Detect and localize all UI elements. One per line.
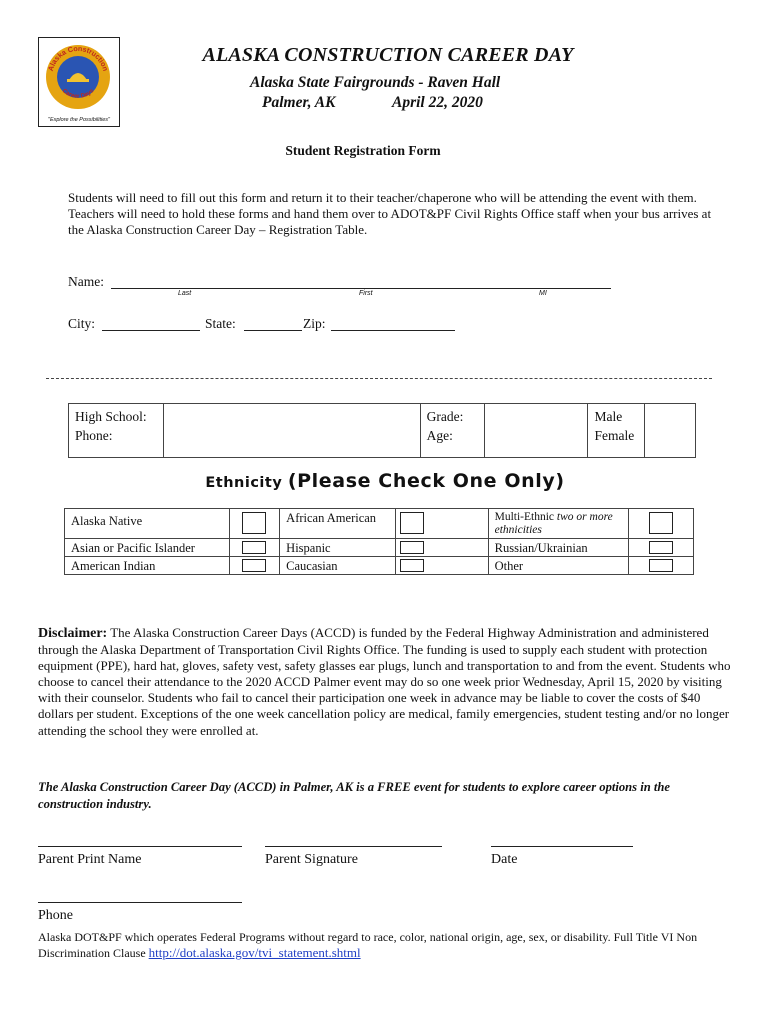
ethnicity-option: Multi-Ethnic two or more ethnicities xyxy=(488,509,628,539)
city-field[interactable] xyxy=(102,330,200,331)
gender-labels-cell xyxy=(588,404,644,458)
disclaimer-text: The Alaska Construction Career Days (ACCD) is funded by the Federal Highway Administration and administered through the Alaska Department of Transportation Civil Rights Office. The funding is used to supply each student with protection equipment (PPE), hard hat, gloves, safety vest, safety glasses ear plugs, lunch and transportation to and from the event. Students who choose to cancel their attendance to the 2020 ACCD Palmer event may do so one week prior Wednesday, April 15, 2020 by visiting with their counselor. Students who fail to cancel their participation one week in advance may be liable to cover the costs of $40 dollars per student. Exceptions of the one week cancellation policy are medical, family emergencies, student testing and/or no longer attending the school they were enrolled at. xyxy=(38,625,731,738)
asian-pacific-checkbox[interactable] xyxy=(242,541,266,554)
date-label: Date xyxy=(491,852,518,867)
footer-notice xyxy=(38,929,738,961)
ethnicity-table xyxy=(64,508,694,575)
logo-ring-bottom-text: Career Days xyxy=(60,88,96,100)
name-field[interactable] xyxy=(111,288,611,289)
african-american-checkbox[interactable] xyxy=(400,512,424,534)
state-field[interactable] xyxy=(244,330,302,331)
hispanic-checkbox-cell[interactable] xyxy=(396,539,489,557)
ethnicity-option: Alaska Native xyxy=(65,509,230,539)
logo-tagline: "Explore the Possibilities" xyxy=(48,117,110,123)
intro-paragraph: Students will need to fill out this form and return it to their teacher/chaperone who will be attending the event with them. Teachers will need to hold these forms and hand them over to ADOT&PF Civil Rights Office staff when your bus arrives at the Alaska Construction Career Day – Registration Table. xyxy=(68,190,712,237)
ethnicity-option: Hispanic xyxy=(280,539,396,557)
gender-input-cell[interactable] xyxy=(644,404,695,458)
parent-print-name-field[interactable] xyxy=(38,846,242,847)
grade-label: Grade: xyxy=(426,409,464,424)
age-label: Age: xyxy=(426,428,453,443)
caucasian-checkbox-cell[interactable] xyxy=(396,557,489,575)
hispanic-checkbox[interactable] xyxy=(400,541,424,554)
female-label: Female xyxy=(594,428,635,443)
multi-ethnic-checkbox[interactable] xyxy=(649,512,673,534)
title-vi-link[interactable]: http://dot.alaska.gov/tvi_statement.shtml xyxy=(148,945,361,960)
russian-checkbox-cell[interactable] xyxy=(628,539,693,557)
city-label: City: xyxy=(68,316,96,331)
footer-text: Alaska DOT&PF which operates Federal Programs without regard to race, color, national origin, age, sex, or disability. Full Title VI Non Discrimination Clause xyxy=(38,930,698,960)
zip-field[interactable] xyxy=(331,330,455,331)
ethnicity-option: Asian or Pacific Islander xyxy=(65,539,230,557)
name-label: Name: xyxy=(68,274,104,289)
disclaimer-paragraph xyxy=(38,625,738,739)
school-info-table xyxy=(68,403,696,458)
school-phone-input-cell[interactable] xyxy=(164,404,420,458)
school-labels-cell xyxy=(69,404,164,458)
hardhat-brim xyxy=(67,79,89,82)
multi-ethnic-checkbox-cell[interactable] xyxy=(628,509,693,539)
event-city: Palmer, AK xyxy=(262,94,336,111)
ethnicity-title: Ethnicity xyxy=(205,475,283,491)
cut-line xyxy=(46,378,712,379)
ethnicity-option: African American xyxy=(280,509,396,539)
date-field[interactable] xyxy=(491,846,633,847)
alaska-native-checkbox[interactable] xyxy=(242,512,266,534)
event-date: April 22, 2020 xyxy=(392,94,483,111)
event-title: ALASKA CONSTRUCTION CAREER DAY xyxy=(202,44,574,66)
grade-age-input-cell[interactable] xyxy=(484,404,587,458)
zip-label: Zip: xyxy=(303,316,326,331)
other-checkbox[interactable] xyxy=(649,559,673,572)
phone-label: Phone: xyxy=(75,428,113,443)
alaska-native-checkbox-cell[interactable] xyxy=(229,509,279,539)
asian-checkbox-cell[interactable] xyxy=(229,539,279,557)
american-indian-checkbox-cell[interactable] xyxy=(229,557,279,575)
grade-age-labels-cell xyxy=(420,404,484,458)
ethnicity-option: Russian/Ukrainian xyxy=(488,539,628,557)
caucasian-checkbox[interactable] xyxy=(400,559,424,572)
career-day-logo xyxy=(42,40,114,116)
parent-signature-field[interactable] xyxy=(265,846,442,847)
russian-ukrainian-checkbox[interactable] xyxy=(649,541,673,554)
ethnicity-heading xyxy=(0,470,770,492)
parent-signature-label: Parent Signature xyxy=(265,852,358,867)
name-last-caption: Last xyxy=(178,290,192,297)
state-label: State: xyxy=(205,316,236,331)
male-label: Male xyxy=(594,409,623,424)
american-indian-checkbox[interactable] xyxy=(242,559,266,572)
african-american-checkbox-cell[interactable] xyxy=(396,509,489,539)
ethnicity-option: American Indian xyxy=(65,557,230,575)
logo-ring-top-text: Alaska Construction xyxy=(45,43,111,73)
phone-signature-label: Phone xyxy=(38,908,73,923)
name-first-caption: First xyxy=(359,290,373,297)
phone-field[interactable] xyxy=(38,902,242,903)
parent-print-name-label: Parent Print Name xyxy=(38,852,142,867)
ethnicity-instruction: (Please Check One Only) xyxy=(287,470,565,492)
form-title: Student Registration Form xyxy=(285,143,441,158)
other-checkbox-cell[interactable] xyxy=(628,557,693,575)
ethnicity-option: Other xyxy=(488,557,628,575)
disclaimer-label: Disclaimer: xyxy=(38,626,108,641)
ethnicity-option: Caucasian xyxy=(280,557,396,575)
event-venue: Alaska State Fairgrounds - Raven Hall xyxy=(250,74,501,91)
high-school-label: High School: xyxy=(75,409,147,424)
name-mi-caption: MI xyxy=(539,290,547,297)
free-event-note: The Alaska Construction Career Day (ACCD) in Palmer, AK is a FREE event for students to explore career options in the construction industry. xyxy=(38,780,670,811)
